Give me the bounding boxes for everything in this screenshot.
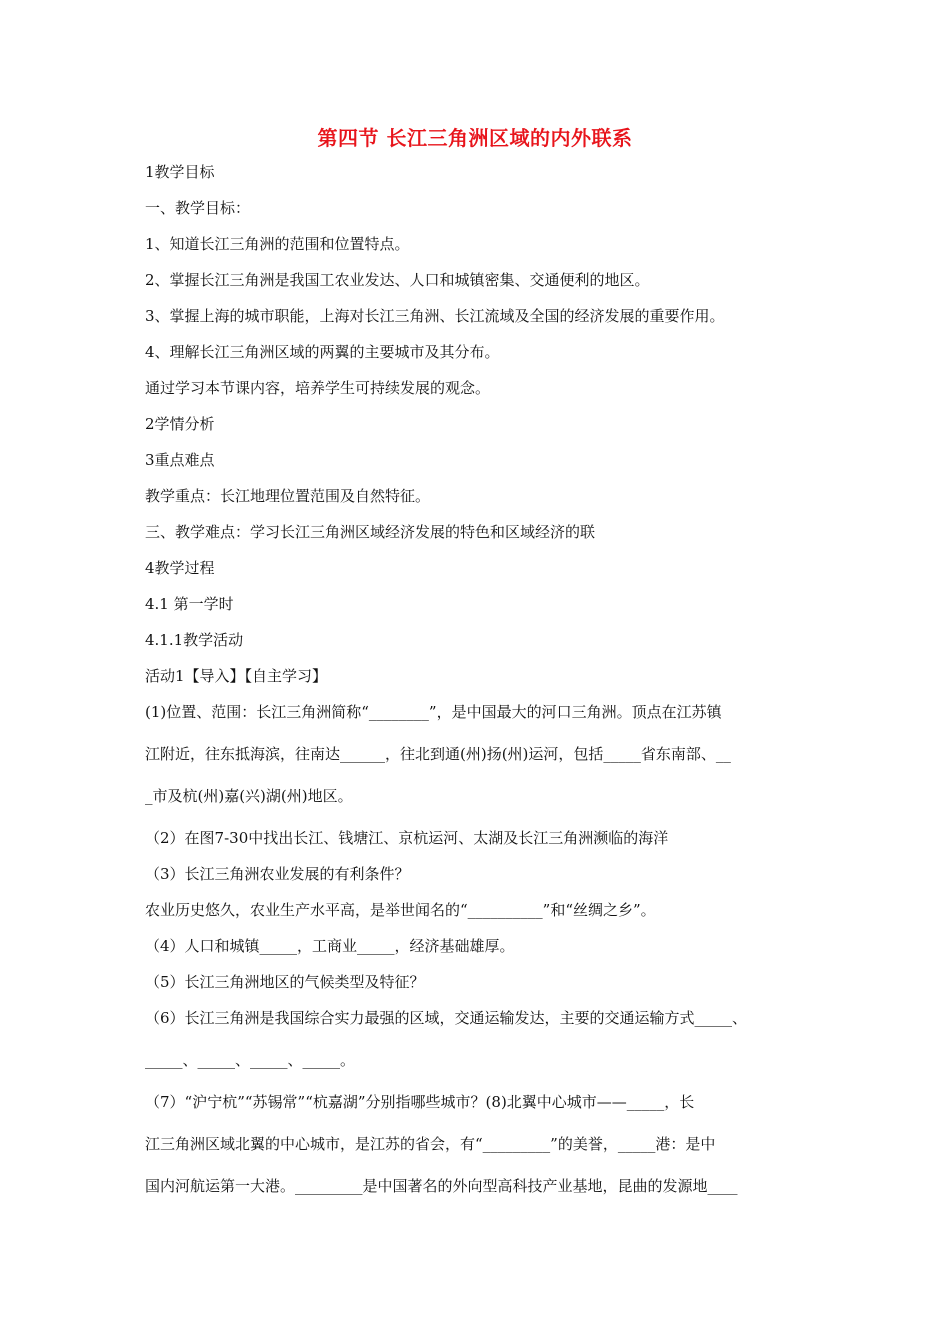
question-line: 国内河航运第一大港。_________是中国著名的外向型高科技产业基地，昆曲的发源地____: [145, 1177, 738, 1195]
question-line: 江三角洲区域北翼的中心城市，是江苏的省会，有“_________”的美誉，_____港：是中: [145, 1135, 716, 1153]
heading-teaching-goals: 1教学目标: [145, 163, 215, 181]
question-line: （6）长江三角洲是我国综合实力最强的区域，交通运输发达，主要的交通运输方式_____、: [145, 1009, 748, 1027]
text-line: 通过学习本节课内容，培养学生可持续发展的观念。: [145, 379, 491, 397]
heading-activity-1: 活动1【导入】【自主学习】: [145, 667, 328, 685]
question-line: 江附近，往东抵海滨，往南达______，往北到通(州)扬(州)运河，包括_____省东南部、__: [145, 745, 731, 763]
heading-key-points: 3重点难点: [145, 451, 215, 469]
heading-teaching-activity: 4.1.1教学活动: [145, 631, 244, 649]
document-body: [145, 160, 810, 1216]
question-line: _市及杭(州)嘉(兴)湖(州)地区。: [145, 787, 353, 805]
text-line: 一、教学目标：: [145, 199, 251, 217]
text-line: 4、理解长江三角洲区域的两翼的主要城市及其分布。: [145, 343, 500, 361]
question-line: （3）长江三角洲农业发展的有利条件？: [145, 865, 410, 883]
text-line: 三、教学难点：学习长江三角洲区域经济发展的特色和区域经济的联: [145, 523, 596, 541]
question-line: _____、_____、_____、_____。: [145, 1051, 356, 1069]
question-line: 农业历史悠久，农业生产水平高，是举世闻名的“__________”和“丝绸之乡”。: [145, 901, 656, 919]
heading-first-session: 4.1 第一学时: [145, 595, 234, 613]
text-line: 2、掌握长江三角洲是我国工农业发达、人口和城镇密集、交通便利的地区。: [145, 271, 650, 289]
text-line: 1、知道长江三角洲的范围和位置特点。: [145, 235, 410, 253]
question-line: （2）在图7-30中找出长江、钱塘江、京杭运河、太湖及长江三角洲濒临的海洋: [145, 829, 669, 847]
heading-learner-analysis: 2学情分析: [145, 415, 215, 433]
text-line: 教学重点：长江地理位置范围及自然特征。: [145, 487, 431, 505]
question-line: （5）长江三角洲地区的气候类型及特征？: [145, 973, 425, 991]
question-line: （4）人口和城镇_____，工商业_____，经济基础雄厚。: [145, 937, 515, 955]
text-line: 3、掌握上海的城市职能，上海对长江三角洲、长江流域及全国的经济发展的重要作用。: [145, 307, 725, 325]
question-line: （7）“沪宁杭”“苏锡常”“杭嘉湖”分别指哪些城市？(8)北翼中心城市——_____，长: [145, 1093, 695, 1111]
heading-teaching-process: 4教学过程: [145, 559, 215, 577]
document-title: 第四节 长江三角洲区域的内外联系: [317, 126, 633, 150]
question-line: (1)位置、范围：长江三角洲简称“________”，是中国最大的河口三角洲。顶点在江苏镇: [145, 703, 722, 721]
